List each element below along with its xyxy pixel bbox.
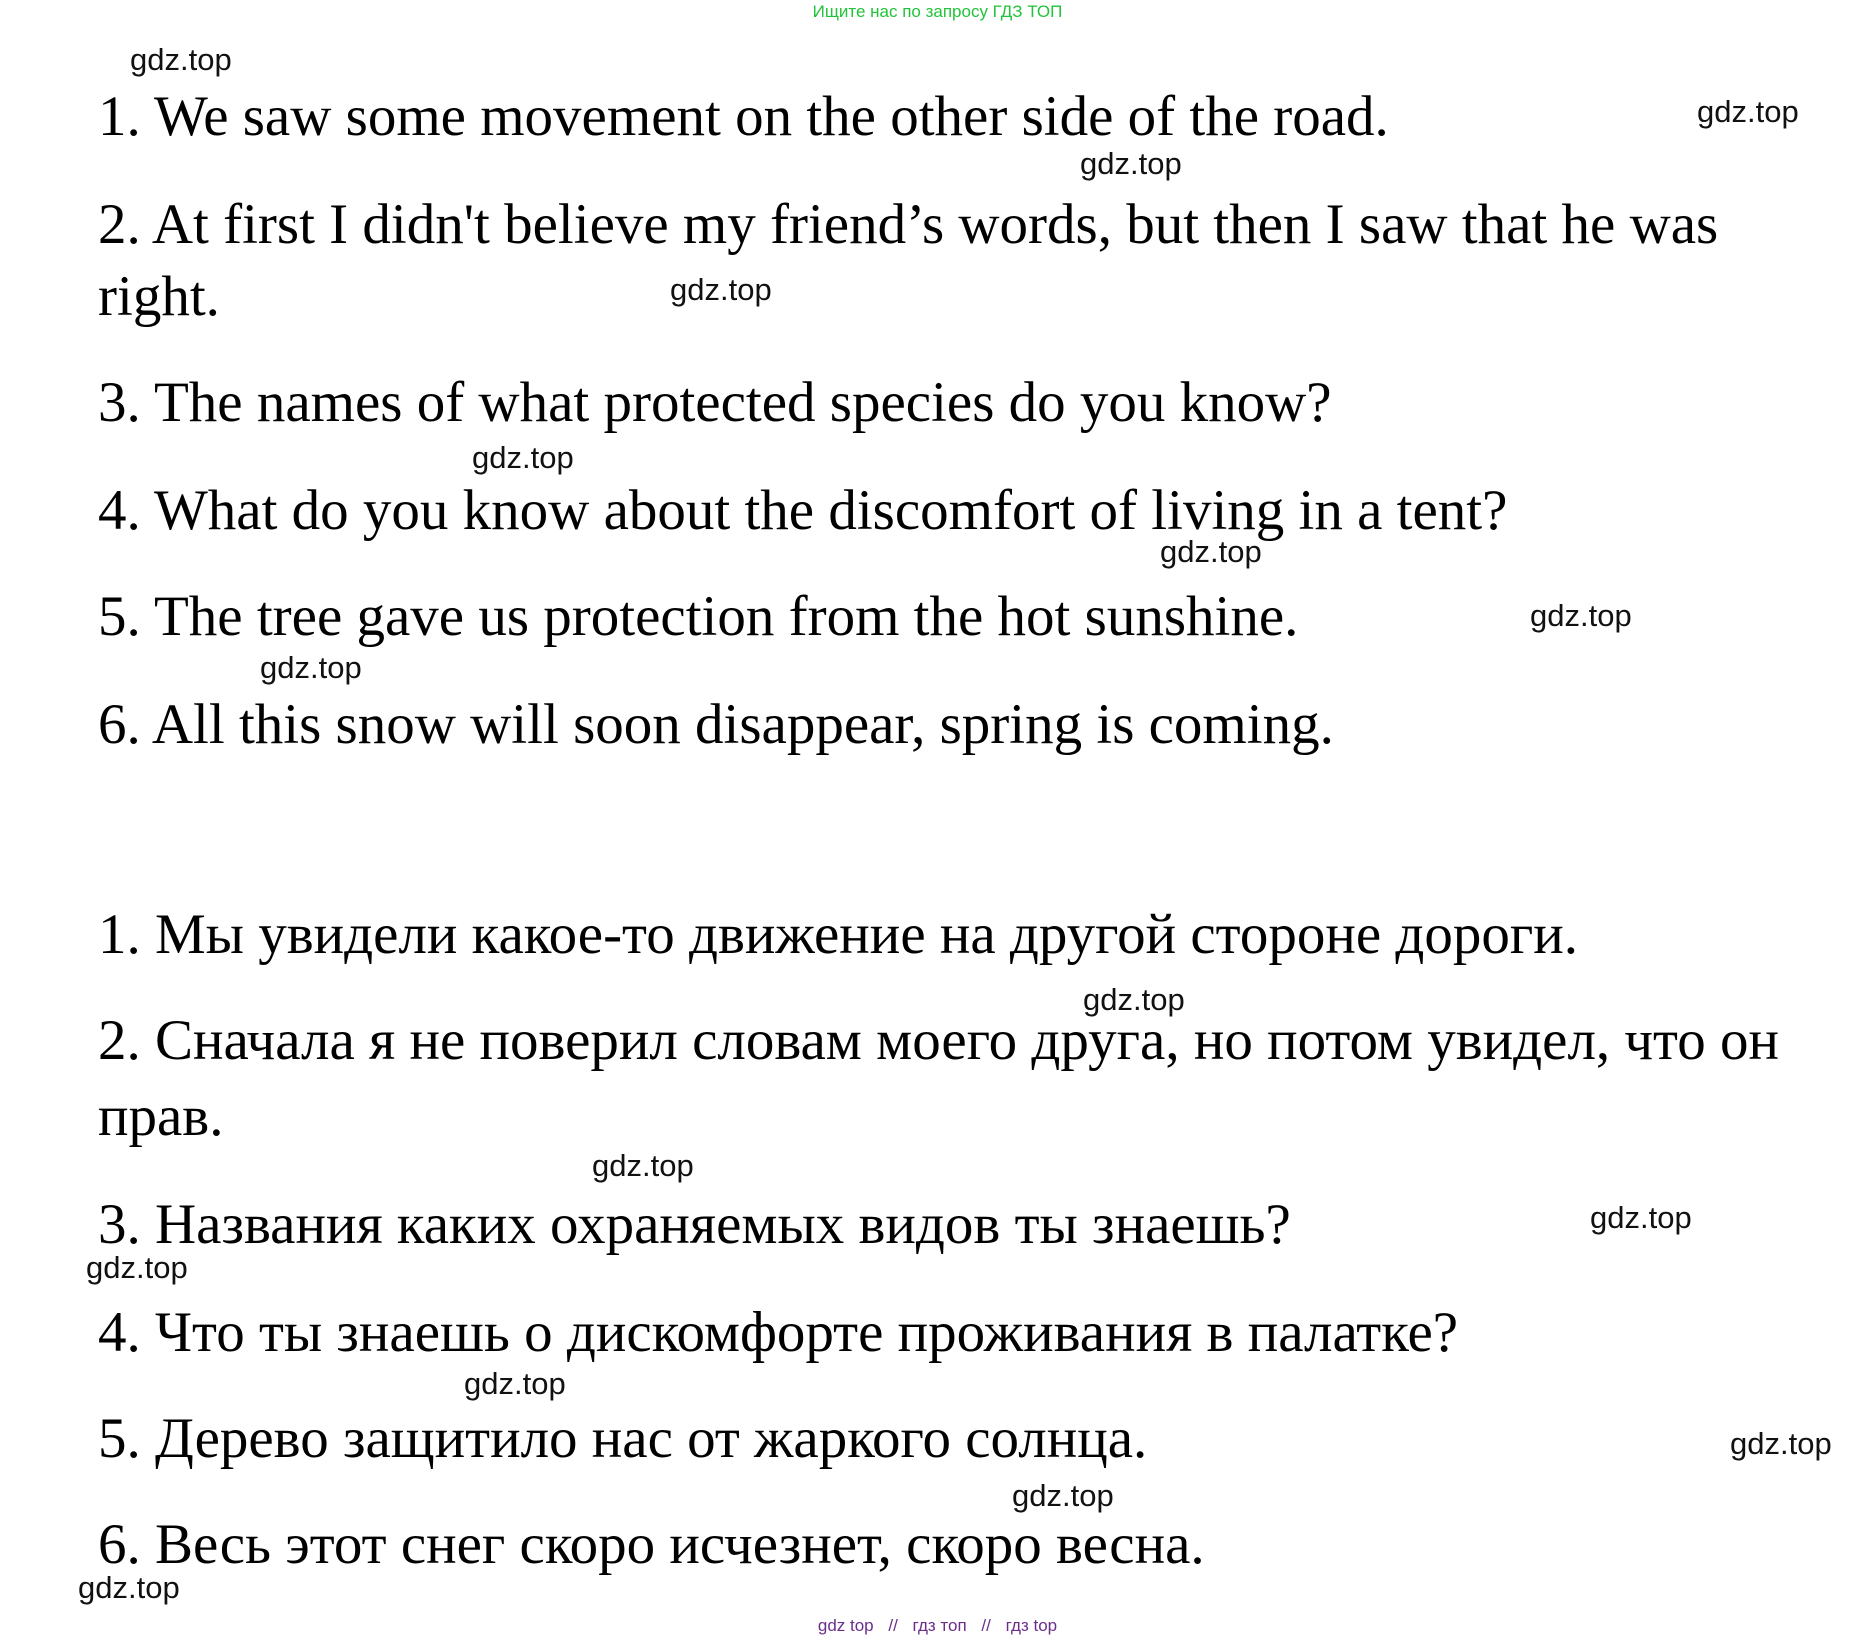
english-line-1: 1. We saw some movement on the other side of the road. bbox=[98, 85, 1389, 148]
footer-link-gdz-top[interactable]: gdz top bbox=[817, 1616, 874, 1635]
watermark: gdz.top bbox=[472, 440, 574, 475]
footer-separator: // bbox=[981, 1616, 991, 1635]
watermark: gdz.top bbox=[86, 1250, 188, 1285]
footer-links bbox=[0, 1616, 1875, 1636]
watermark: gdz.top bbox=[1083, 982, 1185, 1017]
watermark: gdz.top bbox=[670, 272, 772, 307]
watermark: gdz.top bbox=[1590, 1200, 1692, 1235]
english-line-5: 5. The tree gave us protection from the hot sunshine. bbox=[98, 585, 1299, 648]
watermark: gdz.top bbox=[1080, 146, 1182, 181]
watermark: gdz.top bbox=[260, 650, 362, 685]
russian-line-2: 2. Сначала я не поверил словам моего друга, но потом увидел, что он bbox=[98, 1009, 1779, 1072]
russian-line-1: 1. Мы увидели какое-то движение на другой стороне дороги. bbox=[98, 903, 1579, 966]
russian-line-6: 6. Весь этот снег скоро исчезнет, скоро весна. bbox=[98, 1513, 1205, 1576]
russian-line-3: 3. Названия каких охраняемых видов ты знаешь? bbox=[98, 1193, 1291, 1256]
footer-link-gdz-top-mixed[interactable]: гдз top bbox=[1005, 1616, 1058, 1635]
watermark: gdz.top bbox=[592, 1148, 694, 1183]
watermark: gdz.top bbox=[130, 42, 232, 77]
english-line-3: 3. The names of what protected species do you know? bbox=[98, 371, 1332, 434]
watermark: gdz.top bbox=[78, 1570, 180, 1605]
russian-line-5: 5. Дерево защитило нас от жаркого солнца. bbox=[98, 1407, 1148, 1470]
watermark: gdz.top bbox=[1012, 1478, 1114, 1513]
english-line-2-cont: right. bbox=[98, 265, 220, 328]
footer-separator: // bbox=[888, 1616, 898, 1635]
russian-line-2-cont: прав. bbox=[98, 1085, 224, 1148]
top-banner: Ищите нас по запросу ГДЗ ТОП bbox=[812, 2, 1063, 21]
watermark: gdz.top bbox=[1160, 534, 1262, 569]
footer-link-gdz-top-ru[interactable]: гдз топ bbox=[912, 1616, 967, 1635]
russian-line-4: 4. Что ты знаешь о дискомфорте проживания в палатке? bbox=[98, 1301, 1459, 1364]
english-line-6: 6. All this snow will soon disappear, spring is coming. bbox=[98, 693, 1334, 756]
watermark: gdz.top bbox=[1530, 598, 1632, 633]
english-line-2: 2. At first I didn't believe my friend’s words, but then I saw that he was bbox=[98, 193, 1719, 256]
watermark: gdz.top bbox=[1730, 1426, 1832, 1461]
watermark: gdz.top bbox=[464, 1366, 566, 1401]
watermark: gdz.top bbox=[1697, 94, 1799, 129]
english-line-4: 4. What do you know about the discomfort of living in a tent? bbox=[98, 479, 1508, 542]
